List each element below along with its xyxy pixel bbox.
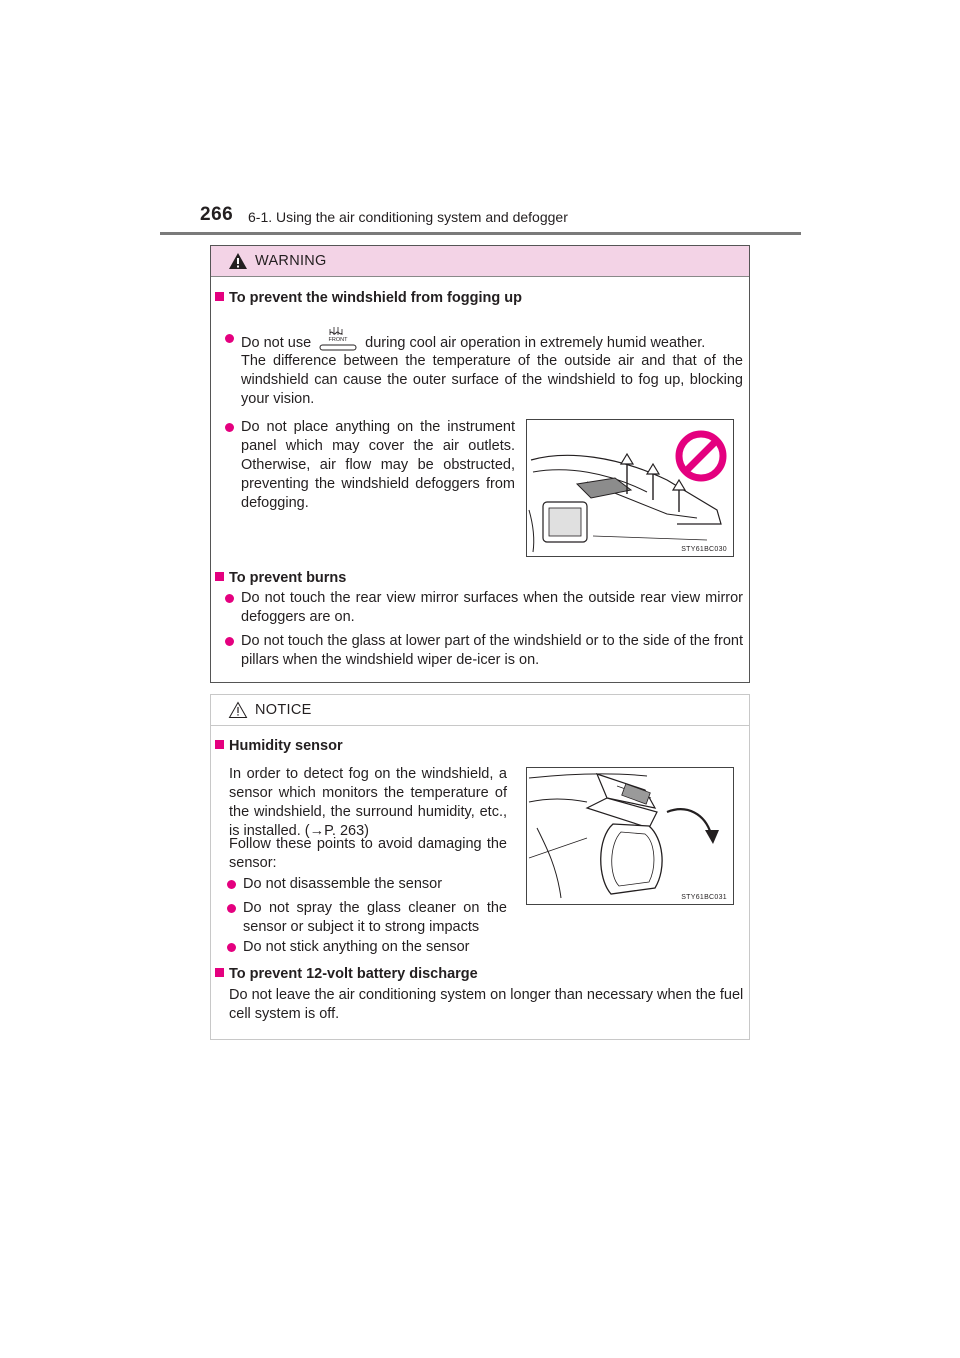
warning-header bbox=[211, 246, 749, 277]
warning-heading-fogging: To prevent the windshield from fogging up bbox=[215, 290, 522, 306]
svg-text:FRONT: FRONT bbox=[328, 337, 348, 343]
humidity-sensor-intro: In order to detect fog on the windshield, a sensor which monitors the temperature of the windshield, the surround humidity, etc., is installed. (→P. 263) bbox=[229, 766, 507, 839]
battery-discharge-body: Do not leave the air conditioning system on longer than necessary when the fuel cell system is off. bbox=[229, 987, 744, 1022]
illustration-code: STY61BC030 bbox=[681, 546, 727, 553]
warning-triangle-icon bbox=[228, 252, 248, 270]
bullet-dot-icon bbox=[225, 423, 234, 432]
bullet-wiper-deicer: Do not touch the glass at lower part of the windshield or to the side of the front pillars when the windshield wiper de-icer is on. bbox=[241, 632, 743, 670]
bullet-do-not-disassemble: Do not disassemble the sensor bbox=[243, 875, 507, 894]
dashboard-obstruction-illustration bbox=[526, 419, 734, 557]
notice-title: NOTICE bbox=[255, 702, 312, 718]
square-bullet-icon bbox=[215, 572, 224, 581]
bullet-dot-icon bbox=[227, 943, 236, 952]
bullet-dot-icon bbox=[225, 334, 234, 343]
caution-triangle-icon bbox=[228, 701, 248, 719]
fogging-explanation: The difference between the temperature of the outside air and that of the windshield can cause the outer surface of the windshield to fog up, blocking your vision. bbox=[241, 353, 743, 407]
bullet-do-not-place-items: Do not place anything on the instrument panel which may cover the air outlets. Otherwise, air flow may be obstructed, preventing the windshield defoggers from defogging. bbox=[241, 418, 515, 513]
bullet-do-not-spray: Do not spray the glass cleaner on the sensor or subject it to strong impacts bbox=[243, 899, 507, 937]
bullet-dot-icon bbox=[225, 594, 234, 603]
notice-heading-humidity: Humidity sensor bbox=[215, 738, 343, 754]
bullet-do-not-stick: Do not stick anything on the sensor bbox=[243, 938, 507, 957]
humidity-sensor-illustration bbox=[526, 767, 734, 905]
notice-box bbox=[210, 694, 750, 1040]
section-title: 6-1. Using the air conditioning system and defogger bbox=[248, 209, 568, 225]
illustration-code: STY61BC031 bbox=[681, 894, 727, 901]
warning-heading-burns: To prevent burns bbox=[215, 570, 346, 586]
page-number: 266 bbox=[200, 204, 234, 225]
bullet-dot-icon bbox=[225, 637, 234, 646]
bullet-dot-icon bbox=[227, 904, 236, 913]
header-rule bbox=[160, 232, 801, 235]
square-bullet-icon bbox=[215, 968, 224, 977]
notice-header bbox=[211, 695, 749, 726]
warning-box bbox=[210, 245, 750, 683]
square-bullet-icon bbox=[215, 740, 224, 749]
bullet-dot-icon bbox=[227, 880, 236, 889]
bullet-mirror-defoggers: Do not touch the rear view mirror surfaces when the outside rear view mirror defoggers are on. bbox=[241, 589, 743, 627]
humidity-sensor-intro-2: Follow these points to avoid damaging the sensor: bbox=[229, 836, 507, 871]
notice-heading-battery: To prevent 12-volt battery discharge bbox=[215, 966, 478, 982]
bullet-do-not-use-front: Do not use FRONT during cool air operation in extremely humid weather. bbox=[241, 324, 743, 362]
warning-title: WARNING bbox=[255, 253, 327, 269]
page-header bbox=[200, 204, 800, 234]
square-bullet-icon bbox=[215, 292, 224, 301]
